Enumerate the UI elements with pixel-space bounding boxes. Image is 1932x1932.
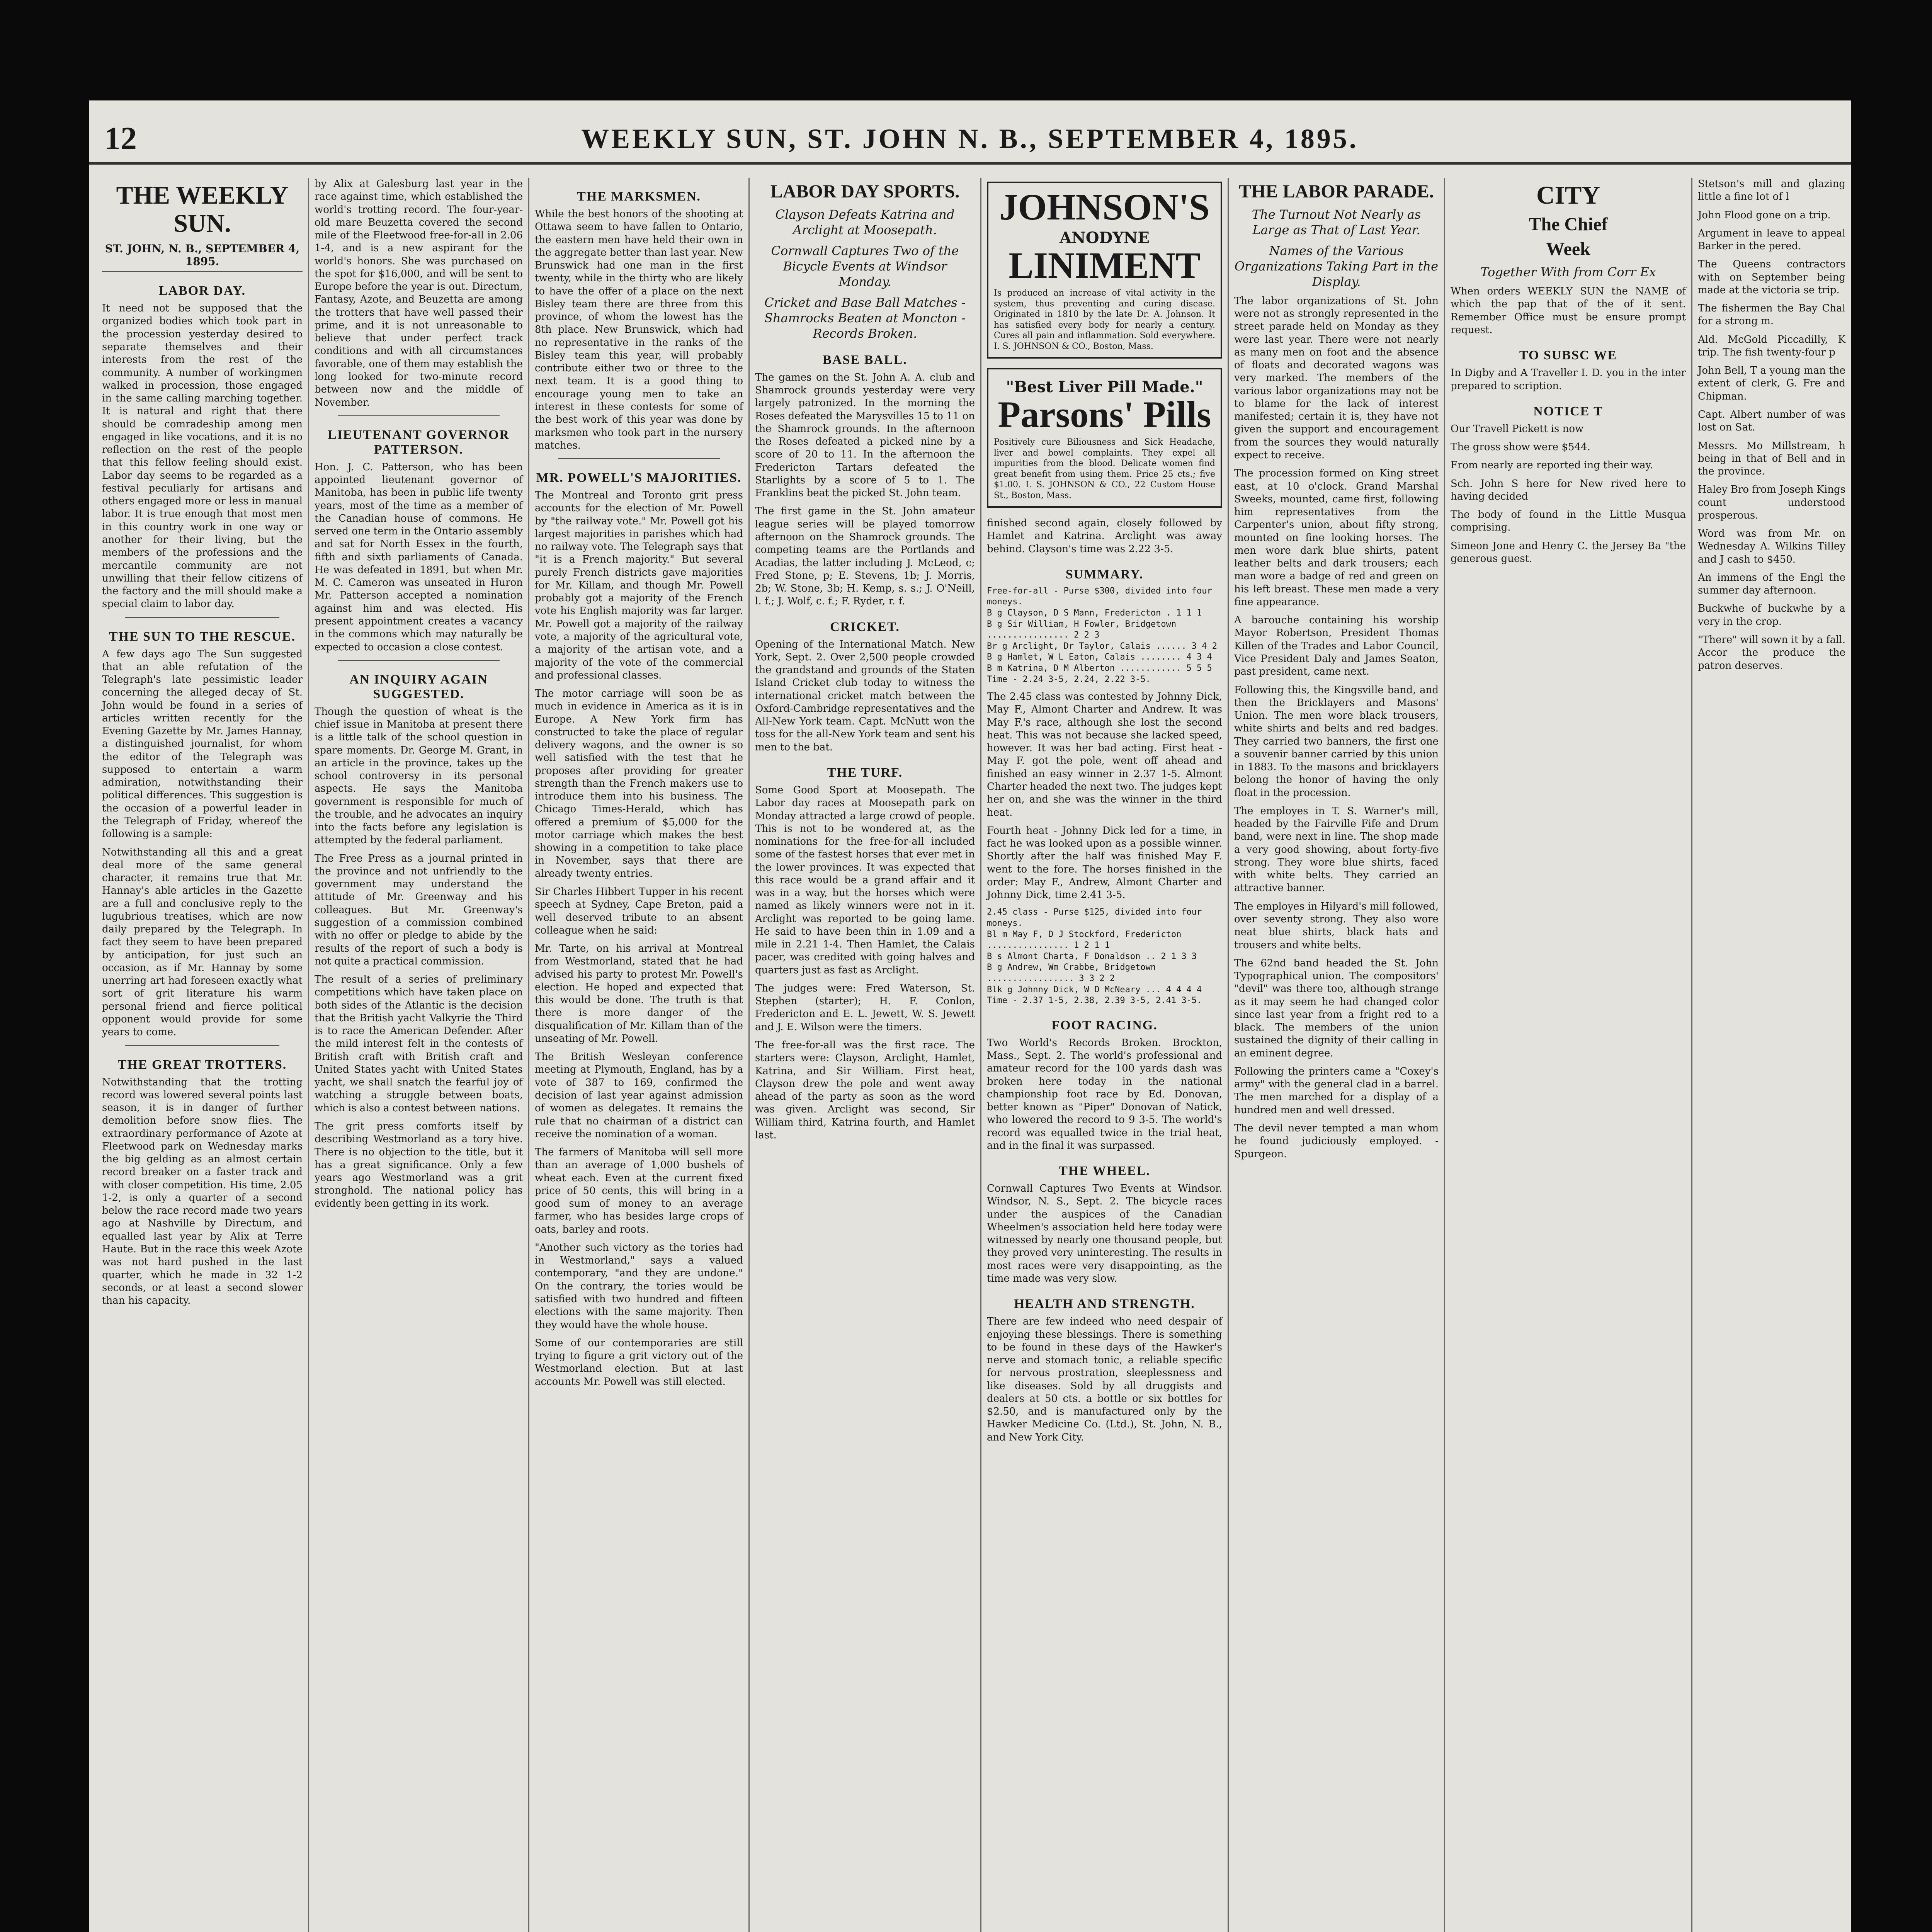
article-heading: AN INQUIRY AGAIN SUGGESTED. xyxy=(349,672,488,701)
article-paragraph: The Montreal and Toronto grit press accounts for the election of Mr. Powell by "the railway vote." Mr. Powell got his largest majorities in parishes which had no railway vote. The Telegraph says that "it is a French majority." But several purely French districts gave majorities for Mr. Killam, and though Mr. Powell probably got a majority of the French vote his English majority was far larger. Mr. Powell got a majority of the railway vote, a majority of the agricultural vote, a majority of the artisan vote, and a majority of the vote of the commercial and professional classes. xyxy=(535,490,743,681)
article-paragraph: An immens of the Engl the summer day afternoon. xyxy=(1698,571,1845,597)
headline-deck: Cornwall Captures Two of the Bicycle Events at Windsor Monday. xyxy=(771,243,959,289)
article-heading: CRICKET. xyxy=(830,619,900,634)
article-heading: LABOR DAY. xyxy=(158,284,246,298)
headline-deck: The Turnout Not Nearly as Large as That of Last Year. xyxy=(1252,207,1421,237)
section-headline: THE LABOR PARADE. xyxy=(1239,181,1434,202)
article-heading: FOOT RACING. xyxy=(1051,1018,1158,1032)
article-paragraph: The judges were: Fred Waterson, St. Stephen (starter); H. F. Conlon, Fredericton and E. L. Jewett, W. S. Jewett and J. E. Wilson were the timers. xyxy=(755,982,975,1033)
column-8 xyxy=(1692,178,1851,1932)
race-summary: Free-for-all - Purse $300, divided into four moneys. B g Clayson, D S Mann, Fredericton . 1 1 1 B g Sir William, H Fowler, Bridgetown ................ 2 2 3 Br g Arclight, Dr Taylor, Calais ...... 3 4 2 B g Hamlet, W L Eaton, Calais ........ 4 3 4 B m Katrina, D M Alberton ............ 5 5 5 Time - 2.24 3-5, 2.24, 2.22 3-5. xyxy=(987,586,1218,684)
article-paragraph: Following this, the Kingsville band, and then the Bricklayers and Masons' Union. The men wore black trousers, white shirts and belts and red badges. They carried two banners, the first one a souvenir banner carried by this union in 1883. To the masons and bricklayers belong the honor of having the only float in the procession. xyxy=(1234,684,1439,799)
article-paragraph: Ald. McGold Piccadilly, K trip. The fish twenty-four p xyxy=(1698,333,1845,358)
article-paragraph: A few days ago The Sun suggested that an able refutation of the Telegraph's late pessimistic leader concerning the alleged decay of St. John would be found in a series of articles written recently for the Evening Gazette by Mr. James Hannay, a distinguished journalist, for whom the editor of the Telegraph was supposed to entertain a warm admiration, notwithstanding their political differences. This suggestion is the occasion of a powerful leader in the Telegraph of Friday, whereof the following is a sample: xyxy=(102,648,303,840)
article-paragraph: Haley Bro from Joseph Kings count understood prosperous. xyxy=(1698,484,1845,521)
article-paragraph: The body of found in the Little Musqua comprising. xyxy=(1451,509,1686,534)
article-paragraph: Simeon Jone and Henry C. the Jersey Ba "the generous guest. xyxy=(1451,540,1686,565)
summary-heading: SUMMARY. xyxy=(1065,567,1144,582)
article-paragraph: Stetson's mill and glazing little a fine lot of l xyxy=(1698,178,1845,203)
liniment-advertisement xyxy=(987,182,1222,359)
article-heading: TO SUBSC WE xyxy=(1519,348,1617,363)
article-paragraph: Capt. Albert number of was lost on Sat. xyxy=(1698,408,1845,434)
article-heading: THE GREAT TROTTERS. xyxy=(117,1057,287,1072)
article-heading: LIEUTENANT GOVERNOR PATTERSON. xyxy=(328,427,510,457)
article-paragraph: Buckwhe of buckwhe by a very in the crop. xyxy=(1698,603,1845,628)
divider xyxy=(338,660,500,661)
divider xyxy=(558,458,720,459)
ad-title: JOHNSON'S xyxy=(999,186,1210,228)
article-paragraph: The motor carriage will soon be as much in evidence in America as it is in Europe. A New York firm has constructed to take the place of regular delivery wagons, and the owner is so well satisfied with the test that he proposes after providing for greater strength than the French makers use to introduce them into his business. The Chicago Times-Herald, which has offered a premium of $5,000 for the motor carriage which makes the best showing in a competition to take place in November, says that there are already twenty entries. xyxy=(535,688,743,879)
article-heading: THE WHEEL. xyxy=(1059,1164,1150,1179)
race-summary: 2.45 class - Purse $125, divided into four moneys. Bl m May F, D J Stockford, Fredericton ................ 1 2 1 1 B s Almont Charta, F Donaldson .. 2 1 3 3 B g Andrew, Wm Crabbe, Bridgetown ................. 3 3 2 2 Blk g Johnny Dick, W D McNeary ... 4 4 4 4 Time - 2.37 1-5, 2.38, 2.39 3-5, 2.41 3-5. xyxy=(987,907,1202,1006)
article-paragraph: The Queens contractors with on September being made at the victoria se trip. xyxy=(1698,259,1845,296)
article-paragraph: The employes in T. S. Warner's mill, headed by the Fairville Fife and Drum band, were next in line. The shop made a very good showing, about forty-five strong. They wore blue shirts, faced with white belts. They carried an attractive banner. xyxy=(1234,805,1439,894)
article-paragraph: Some Good Sport at Moosepath. The Labor day races at Moosepath park on Monday attracted a large crowd of people. This is not to be wondered at, as the nominations for the free-for-all included some of the fastest horses that ever met in the lower provinces. It was expected that this race would be a grand affair and it was in a way, but the horses which were named as likely winners were not in it. Arclight was reported to be going lame. He said to have been thin in 1.09 and a mile in 2.21 1-4. Then Hamlet, the Calais pacer, was credited with going halves and quarters just as fast as Arclight. xyxy=(755,784,975,976)
article-paragraph: The Free Press as a journal printed in the province and not unfriendly to the government may understand the attitude of Mr. Greenway and his colleagues. But Mr. Greenway's suggestion of a commission combined with no offer or pledge to abide by the results of the report of such a body is not quite a practical commission. xyxy=(315,852,523,967)
article-paragraph: Though the question of wheat is the chief issue in Manitoba at present there is a little talk of the school question in spare moments. Dr. George M. Grant, in an article in the province, takes up the school controversy in its personal aspects. He says the Manitoba government is responsible for much of the trouble, and he advocates an inquiry into the facts before any legislation is attempted by the federal parliament. xyxy=(315,706,523,846)
article-paragraph: When orders WEEKLY SUN the NAME of which the pap that of the of it sent. Remember Office must be ensure prompt request. xyxy=(1451,286,1686,336)
article-paragraph: In Digby and A Traveller I. D. you in the inter prepared to scription. xyxy=(1451,367,1686,392)
article-paragraph: The games on the St. John A. A. club and Shamrock grounds yesterday were very largely patronized. In the morning the Roses defeated the Marysvilles 15 to 11 on the Shamrock grounds. In the afternoon the Roses defeated a picked nine by a score of 20 to 11. In the afternoon the Fredericton Tartars defeated the Starlights by a score of 5 to 1. The Franklins beat the picked St. John team. xyxy=(755,371,975,499)
article-heading: BASE BALL. xyxy=(823,352,907,367)
article-paragraph: Notwithstanding all this and a great deal more of the same general character, it remains true that Mr. Hannay's able articles in the Gazette are a full and conclusive reply to the lugubrious treatises, which are now daily prepared by the Telegraph. In fact they seem to have been prepared by anticipation, for just such an occasion, as if Mr. Hannay by some unerring art had foreseen exactly what sort of grit literature his warm personal friend and fierce political opponent would provide for some years to come. xyxy=(102,846,303,1038)
article-paragraph: finished second again, closely followed by Hamlet and Katrina. Arclight was away behind. Clayson's time was 2.22 3-5. xyxy=(987,517,1222,555)
masthead: WEEKLY SUN, ST. JOHN N. B., SEPTEMBER 4, 1895. xyxy=(581,123,1359,154)
article-paragraph: A barouche containing his worship Mayor Robertson, President Thomas Killen of the Trades and Labor Council, Vice President Daly and James Seaton, past president, came next. xyxy=(1234,614,1439,678)
divider xyxy=(125,617,279,618)
article-paragraph: "Another such victory as the tories had in Westmorland," says a valued contemporary, "and they are undone." On the contrary, the tories would be satisfied with two hundred and fifteen elections with the same majority. Then they would have the whole house. xyxy=(535,1242,743,1331)
headline-deck: Cricket and Base Ball Matches - Shamrocks Beaten at Moncton - Records Broken. xyxy=(764,295,966,341)
article-paragraph: Some of our contemporaries are still trying to figure a grit victory out of the Westmorland election. But at last accounts Mr. Powell was still elected. xyxy=(535,1337,743,1388)
article-paragraph: It need not be supposed that the organized bodies which took part in the procession yesterday desired to separate themselves and their interests from the rest of the community. A number of workingmen walked in procession, those engaged in the same calling marching together. It is natural and right that there should be comradeship among men engaged in like vocations, and it is no reflection on the rest of the people that this fellow feeling should exist. Labor day seems to be regarded as a festival peculiarly for artisans and others engaged more or less in manual labor. It is true enough that most men in this country work in one way or another for their living, but the members of the professions and the mercantile community are not unwilling that their fellow citizens of the factory and the mill should make a special claim to labor day. xyxy=(102,303,303,610)
ad-body: Positively cure Biliousness and Sick Headache, liver and bowel complaints. They expel all impurities from the blood. Delicate women find great benefit from using them. Price 25 cts.; five $1.00. I. S. JOHNSON & CO., 22 Custom House St., Boston, Mass. xyxy=(994,437,1215,500)
article-paragraph: The grit press comforts itself by describing Westmorland as a tory hive. There is no objection to the title, but it has a great significance. Only a few years ago Westmorland was a grit stronghold. The national policy has evidently been getting in its work. xyxy=(315,1121,523,1209)
section-headline: The Chief xyxy=(1529,214,1608,235)
page-number: 12 xyxy=(104,121,137,156)
ad-subtitle: ANODYNE xyxy=(1060,229,1150,247)
article-paragraph: The 62nd band headed the St. John Typographical union. The compositors' "devil" was there too, although strange as it may seem he had changed color since last year from a fright red to a black. The members of the union sustained the dignity of their calling in an eminent degree. xyxy=(1234,957,1439,1059)
column-1 xyxy=(97,178,309,1932)
page-header xyxy=(89,116,1851,165)
article-heading: THE SUN TO THE RESCUE. xyxy=(109,629,296,644)
article-heading: NOTICE T xyxy=(1533,404,1603,418)
column-3 xyxy=(529,178,750,1932)
article-paragraph: John Flood gone on a trip. xyxy=(1698,209,1831,221)
article-paragraph: Following the printers came a "Coxey's army" with the general clad in a barrel. The men marched for a display of a hundred men and well dressed. xyxy=(1234,1065,1439,1116)
ad-title: Parsons' Pills xyxy=(998,394,1211,435)
article-heading: THE TURF. xyxy=(827,765,903,780)
dateline: ST. JOHN, N. B., SEPTEMBER 4, 1895. xyxy=(102,242,303,272)
column-7 xyxy=(1445,178,1692,1932)
article-paragraph: The 2.45 class was contested by Johnny Dick, May F., Almont Charter and Andrew. It was May F.'s race, although she lost the second heat. This was not because she lacked speed, however. It was her bad acting. First heat - May F. got the pole, went off ahead and finished an easy winner in 2.37 1-5. Almont Charter headed the next two. The judges kept her on, and she was the winner in the third heat. xyxy=(987,691,1222,818)
article-paragraph: Opening of the International Match. New York, Sept. 2. Over 2,500 people crowded the grandstand and grounds of the Staten Island Cricket club today to witness the international cricket match between the Oxford-Cambridge representatives and the All-New York team. Capt. McNutt won the toss for the all-New York team and sent his men to the bat. xyxy=(755,638,975,753)
article-paragraph: The British Wesleyan conference meeting at Plymouth, England, has by a vote of 387 to 169, confirmed the decision of last year against admission of women as delegates. It remains the rule that no chairman of a district can receive the nomination of a woman. xyxy=(535,1051,743,1140)
section-headline: Week xyxy=(1546,239,1590,260)
article-paragraph: Argument in leave to appeal Barker in the pered. xyxy=(1698,227,1845,252)
article-paragraph: There are few indeed who need despair of enjoying these blessings. There is something to be found in these days of the Hawker's nerve and stomach tonic, a reliable specific for nervous prostration, sleeplessness and like diseases. Sold by all druggists and dealers at 50 cts. a bottle or six bottles for $2.50, and is manufactured only by the Hawker Medicine Co. (Ltd.), St. John, N. B., and New York City. xyxy=(987,1316,1222,1443)
ad-tagline: "Best Liver Pill Made." xyxy=(1006,378,1203,396)
ad-body: Is produced an increase of vital activity in the system, thus preventing and curing disease. Originated in 1810 by the late Dr. A. Johnson. It has satisfied every body for nearly a century. Cures all pain and inflammation. Sold everywhere. I. S. JOHNSON & CO., Boston, Mass. xyxy=(994,288,1215,351)
article-paragraph: From nearly are reported ing their way. xyxy=(1451,459,1653,471)
article-paragraph: The procession formed on King street east, at 10 o'clock. Grand Marshal Sweeks, mounted, came first, following him representatives from the Carpenter's union, about fifty strong, mounted on fine looking horses. The men wore dark blue shirts, patent leather belts and dark trousers; each man wore a badge of red and green on his left breast. These men made a very fine appearance. xyxy=(1234,468,1439,608)
article-paragraph: Two World's Records Broken. Brockton, Mass., Sept. 2. The world's professional and amateur record for the 100 yards dash was broken here today in the national championship foot race by Ed. Donovan, better known as "Piper" Donovan of Natick, who lowered the record to 9 3-5. The world's record was equalled twice in the trial heat, and in the final it was surpassed. xyxy=(987,1037,1222,1151)
section-headline: LABOR DAY SPORTS. xyxy=(770,181,960,202)
headline-deck: Names of the Various Organizations Taking Part in the Display. xyxy=(1234,243,1439,289)
section-headline: CITY xyxy=(1536,181,1600,209)
article-paragraph: Word was from Mr. on Wednesday A. Wilkins Tilley and J cash to $450. xyxy=(1698,528,1845,565)
column-2 xyxy=(309,178,529,1932)
article-paragraph: Mr. Tarte, on his arrival at Montreal from Westmorland, stated that he had advised his party to protest Mr. Powell's election. He hoped and expected that this would be done. The truth is that there is more danger of the disqualification of Mr. Killam than of the unseating of Mr. Powell. xyxy=(535,943,743,1044)
column-4 xyxy=(750,178,981,1932)
article-paragraph: While the best honors of the shooting at Ottawa seem to have fallen to Ontario, the eastern men have held their own in the aggregate better than last year. New Brunswick had one man in the first twenty, while in the thirty who are likely to have the offer of a place on the next Bisley team there are three from this province, of whom the lowest has the 8th place. New Brunswick, which had no representative in the ranks of the Bisley team this year, will probably contribute either two or three to the next team. It is a good thing to encourage young men to take an interest in these contests for some of the best work of this year was done by marksmen who took part in the nursery matches. xyxy=(535,208,743,451)
column-6 xyxy=(1229,178,1445,1932)
article-paragraph: John Bell, T a young man the extent of clerk, G. Fre and Chipman. xyxy=(1698,365,1845,402)
headline-deck: Together With from Corr Ex xyxy=(1480,265,1656,280)
headline-deck: Clayson Defeats Katrina and Arclight at Moosepath. xyxy=(775,207,955,237)
ad-title: LINIMENT xyxy=(1009,245,1201,286)
article-paragraph: by Alix at Galesburg last year in the race against time, which established the world's trotting record. The four-year-old mare Beuzetta covered the second mile of the Fleetwood free-for-all in 2.06 1-4, and is a new aspirant for the world's honors. She was purchased on the spot for $16,000, and will be sent to Europe before the year is out. Directum, Fantasy, Azote, and Beuzetta are among the trotters that have well passed their prime, and it is not unreasonable to believe that under perfect track conditions and with all circumstances favorable, one of them may establish the long looked for two-minute record between now and the middle of November. xyxy=(315,178,523,408)
article-paragraph: Our Travell Pickett is now xyxy=(1451,423,1584,435)
article-paragraph: Notwithstanding that the trotting record was lowered several points last season, it is in danger of further demolition before snow flies. The extraordinary performance of Azote at Fleetwood park on Wednesday marks the big gelding as an almost certain record breaker on a faster track and with closer competition. His time, 2.05 1-2, is only a quarter of a second below the race record made two years ago at Nashville by Directum, and equalled last year by Alix at Terre Haute. But in the race this week Azote was not hard pushed in the last quarter, which he made in 32 1-2 seconds, or at least a second slower than his capacity. xyxy=(102,1076,303,1307)
newspaper-page xyxy=(89,100,1851,1932)
article-paragraph: "There" will sown it by a fall. Accor the produce the patron deserves. xyxy=(1698,634,1845,672)
article-heading: THE MARKSMEN. xyxy=(577,189,701,204)
article-paragraph: Sir Charles Hibbert Tupper in his recent speech at Sydney, Cape Breton, paid a well deserved tribute to an absent colleague when he said: xyxy=(535,886,743,936)
article-heading: MR. POWELL'S MAJORITIES. xyxy=(536,471,742,485)
article-paragraph: Messrs. Mo Millstream, h being in that of Bell and in the province. xyxy=(1698,440,1845,478)
column-5 xyxy=(981,178,1229,1932)
article-heading: HEALTH AND STRENGTH. xyxy=(1014,1297,1195,1311)
article-paragraph: Cornwall Captures Two Events at Windsor. Windsor, N. S., Sept. 2. The bicycle races under the auspices of the Canadian Wheelmen's association held here today were witnessed by nearly one thousand people, but they proved very uninteresting. The results in most races were very disappointing, as the time made was very slow. xyxy=(987,1183,1222,1284)
article-paragraph: The labor organizations of St. John were not as strongly represented in the street parade held on Monday as they were last year. There were not nearly as many men on foot and the absence of floats and decorated wagons was very marked. The members of the various labor organizations may not be to blame for the lack of interest manifested; certain it is, they have not given the support and encouragement from the sources they would naturally expect to receive. xyxy=(1234,295,1439,461)
article-paragraph: The devil never tempted a man whom he found judiciously employed. - Spurgeon. xyxy=(1234,1122,1439,1160)
article-paragraph: The gross show were $544. xyxy=(1451,441,1590,453)
article-paragraph: The free-for-all was the first race. The starters were: Clayson, Arclight, Hamlet, Katrina, and Sir William. First heat, Clayson drew the pole and went away ahead of the party as soon as the word was given. Arclight was second, Sir William third, Katrina fourth, and Hamlet last. xyxy=(755,1039,975,1141)
divider xyxy=(125,1045,279,1046)
divider xyxy=(338,415,500,416)
pills-advertisement xyxy=(987,368,1222,508)
article-paragraph: The fishermen the Bay Chal for a strong m. xyxy=(1698,303,1845,327)
article-paragraph: The first game in the St. John amateur league series will be played tomorrow afternoon on the Shamrock grounds. The competing teams are the Portlands and Acadias, the latter including J. McLeod, c; Fred Stone, p; E. Stevens, 1b; J. Morris, 2b; W. Stone, 3b; H. Kemp, s. s.; J. O'Neill, l. f.; J. Wolf, c. f.; F. Ryder, r. f. xyxy=(755,505,975,607)
article-paragraph: Hon. J. C. Patterson, who has been appointed lieutenant governor of Manitoba, has been in public life twenty years, most of the time as a member of the Canadian house of commons. He served one term in the Ontario assembly and sat for North Essex in the fourth, fifth and sixth parliaments of Canada. He was defeated in 1891, but when Mr. M. C. Cameron was unseated in Huron Mr. Patterson accepted a nomination against him and was elected. His present appointment creates a vacancy in the commons which may naturally be expected to occasion a close contest. xyxy=(315,461,523,653)
article-paragraph: The result of a series of preliminary competitions which have taken place on both sides of the Atlantic is the decision that the British yacht Valkyrie the Third is to race the American Defender. After the mild interest felt in the contests of British craft with British craft and United States yacht with United States yacht, we shall snatch the fearful joy of watching a struggle between boats, which is also a contest between nations. xyxy=(315,974,523,1114)
article-paragraph: Fourth heat - Johnny Dick led for a time, in fact he was looked upon as a possible winner. Shortly after the half was finished May F. went to the fore. The horses finished in the order: May F., Andrew, Almont Charter and Johnny Dick, time 2.41 3-5. xyxy=(987,825,1222,901)
article-paragraph: The farmers of Manitoba will sell more than an average of 1,000 bushels of wheat each. Even at the current fixed price of 50 cents, this will bring in a good sum of money to an average farmer, who has besides large crops of oats, barley and roots. xyxy=(535,1146,743,1235)
paper-title: THE WEEKLY SUN. xyxy=(116,181,289,238)
article-paragraph: The employes in Hilyard's mill followed, over seventy strong. They also wore neat blue shirts, black hats and trousers and white belts. xyxy=(1234,900,1439,951)
article-paragraph: Sch. John S here for New rived here to having decided xyxy=(1451,478,1686,502)
